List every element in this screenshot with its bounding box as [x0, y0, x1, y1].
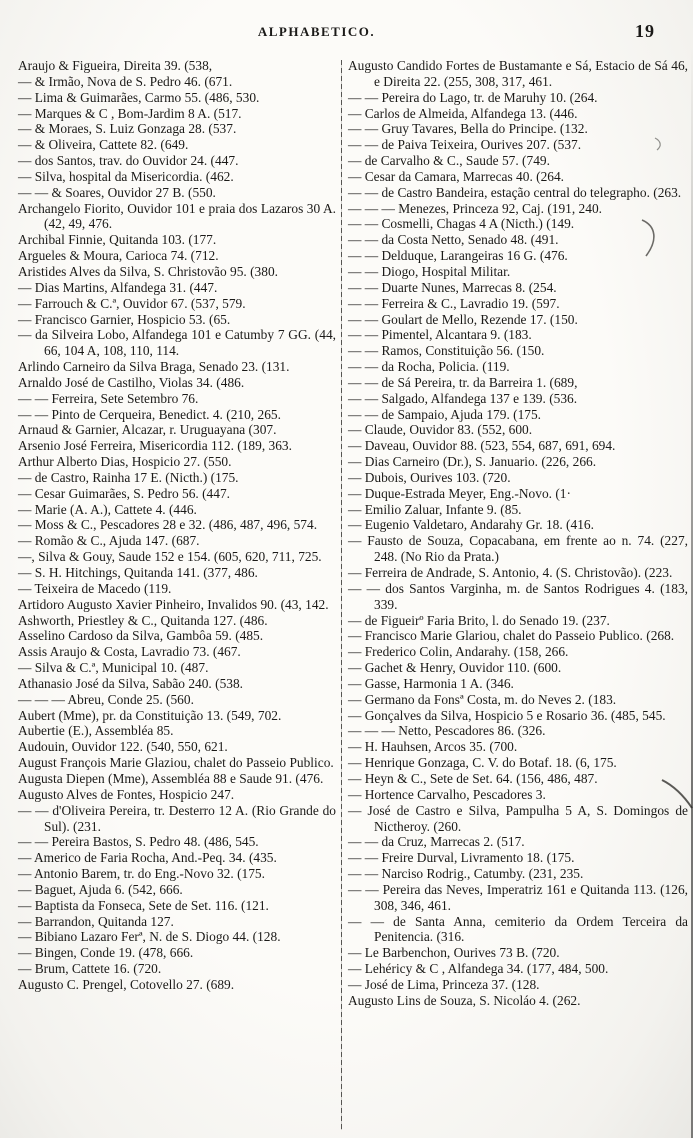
- directory-entry: — — Diogo, Hospital Militar.: [348, 263, 511, 279]
- directory-entry: — Dias Carneiro (Dr.), S. Januario. (226, 266.: [348, 454, 597, 470]
- directory-entry: — Hortence Carvalho, Pescadores 3.: [348, 786, 546, 802]
- directory-entry: — Baptista da Fonseca, Sete de Set. 116. (121.: [18, 897, 269, 913]
- directory-entry: — — Pimentel, Alcantara 9. (183.: [348, 327, 532, 343]
- directory-entry: — Bingen, Conde 19. (478, 666.: [18, 945, 194, 961]
- directory-entry: — Carlos de Almeida, Alfandega 13. (446.: [348, 105, 578, 121]
- page-header-title: ALPHABETICO.: [257, 24, 376, 39]
- directory-entry: — Ferreira de Andrade, S. Antonio, 4. (S. Christovão). (223.: [348, 565, 673, 580]
- directory-entry: — Romão & C., Ajuda 147. (687.: [18, 533, 200, 549]
- directory-entry: — Silva, hospital da Misericordia. (462.: [18, 168, 234, 184]
- directory-entry: Augusto Candido Fortes de Bustamante e Sá, Estacio de Sá 46, e Direita 22. (255, 308, 317, 461.: [348, 58, 688, 89]
- directory-entry: Arnaldo José de Castilho, Violas 34. (486.: [18, 374, 245, 390]
- directory-entry: Asselino Cardoso da Silva, Gambôa 59. (485.: [18, 628, 264, 644]
- directory-entry: — Gasse, Harmonia 1 A. (346.: [348, 675, 514, 691]
- directory-entry: Ashworth, Priestley & C., Quitanda 127. (486.: [18, 612, 268, 628]
- directory-entry: — — Delduque, Larangeiras 16 G. (476.: [348, 248, 568, 264]
- directory-entry: Arlindo Carneiro da Silva Braga, Senado 23. (131.: [18, 359, 290, 375]
- directory-entry: — Gonçalves da Silva, Hospicio 5 e Rosario 36. (485, 545.: [348, 707, 666, 723]
- directory-entry: — — de Sá Pereira, tr. da Barreira 1. (689,: [348, 374, 578, 390]
- directory-entry: — S. H. Hitchings, Quitanda 141. (377, 486.: [18, 565, 258, 580]
- directory-entry: — — — Menezes, Princeza 92, Caj. (191, 240.: [348, 200, 602, 216]
- directory-entry: — da Silveira Lobo, Alfandega 101 e Catumby 7 GG. (44, 66, 104 A, 108, 110, 114.: [18, 327, 336, 359]
- directory-entry: — — Pinto de Cerqueira, Benedict. 4. (210, 265.: [18, 406, 281, 422]
- directory-entry: — — da Cruz, Marrecas 2. (517.: [348, 834, 525, 850]
- directory-entry: August François Marie Glaziou, chalet do Passeio Publico.: [18, 755, 334, 771]
- directory-entry: — Francisco Marie Glariou, chalet do Passeio Publico. (268.: [348, 628, 675, 644]
- directory-entry: — — Goulart de Mello, Rezende 17. (150.: [348, 311, 578, 327]
- directory-entry: — Francisco Garnier, Hospicio 53. (65.: [18, 311, 231, 327]
- directory-columns: [18, 58, 688, 1130]
- directory-entry: — Americo de Faria Rocha, And.-Peq. 34. (435.: [18, 850, 277, 866]
- directory-entry: — Dias Martins, Alfandega 31. (447.: [18, 279, 218, 295]
- directory-entry: Artidoro Augusto Xavier Pinheiro, Invalidos 90. (43, 142.: [18, 596, 329, 612]
- directory-entry: — Barrandon, Quitanda 127.: [18, 913, 174, 929]
- directory-entry: — — Pereira do Lago, tr. de Maruhy 10. (264.: [348, 89, 598, 105]
- directory-entry: — de Carvalho & C., Saude 57. (749.: [348, 153, 550, 169]
- right-column: [342, 58, 688, 1130]
- directory-entry: — — de Paiva Teixeira, Ourives 207. (537.: [348, 137, 582, 153]
- directory-entry: — — Salgado, Alfandega 137 e 139. (536.: [348, 390, 578, 406]
- directory-entry: — Daveau, Ouvidor 88. (523, 554, 687, 691, 694.: [348, 438, 616, 454]
- directory-entry: Arnaud & Garnier, Alcazar, r. Uruguayana (307.: [18, 422, 277, 438]
- directory-entry: — Cesar da Camara, Marrecas 40. (264.: [348, 168, 565, 184]
- directory-entry: — José de Castro e Silva, Pampulha 5 A, S. Domingos de Nictheroy. (260.: [348, 802, 688, 834]
- left-column: [18, 58, 341, 1130]
- directory-entry: — — Ferreira & C., Lavradio 19. (597.: [348, 295, 560, 311]
- directory-entry: — Claude, Ouvidor 83. (552, 600.: [348, 422, 533, 438]
- directory-entry: — Dubois, Ourives 103. (720.: [348, 469, 511, 485]
- directory-entry: — Marques & C , Bom-Jardim 8 A. (517.: [18, 105, 242, 121]
- directory-entry: — — & Soares, Ouvidor 27 B. (550.: [18, 184, 216, 200]
- directory-entry: — Farrouch & C.ª, Ouvidor 67. (537, 579.: [18, 295, 246, 311]
- directory-entry: — — Pereira Bastos, S. Pedro 48. (486, 545.: [18, 834, 259, 850]
- directory-entry: — — Cosmelli, Chagas 4 A (Nicth.) (149.: [348, 216, 575, 232]
- directory-entry: Argueles & Moura, Carioca 74. (712.: [18, 248, 219, 264]
- directory-entry: — Marie (A. A.), Cattete 4. (446.: [18, 501, 197, 517]
- directory-entry: — Henrique Gonzaga, C. V. do Botaf. 18. (6, 175.: [348, 755, 617, 771]
- directory-entry: — — d'Oliveira Pereira, tr. Desterro 12 A. (Rio Grande do Sul). (231.: [18, 802, 336, 834]
- directory-entry: — Antonio Barem, tr. do Eng.-Novo 32. (175.: [18, 866, 265, 882]
- directory-entry: — José de Lima, Princeza 37. (128.: [348, 976, 540, 992]
- directory-entry: Arthur Alberto Dias, Hospicio 27. (550.: [18, 454, 232, 470]
- directory-entry: Arsenio José Ferreira, Misericordia 112. (189, 363.: [18, 438, 292, 454]
- directory-entry: Augusto Alves de Fontes, Hospicio 247.: [18, 786, 235, 802]
- directory-entry: — de Castro, Rainha 17 E. (Nicth.) (175.: [18, 469, 239, 485]
- directory-entry: — H. Hauhsen, Arcos 35. (700.: [348, 739, 518, 755]
- directory-entry: — — Ramos, Constituição 56. (150.: [348, 343, 545, 359]
- directory-entry: Assis Araujo & Costa, Lavradio 73. (467.: [18, 644, 241, 660]
- directory-entry: — — — Netto, Pescadores 86. (326.: [348, 723, 546, 739]
- directory-entry: Aristides Alves da Silva, S. Christovão 95. (380.: [18, 263, 278, 279]
- directory-entry: — Gachet & Henry, Ouvidor 110. (600.: [348, 660, 562, 676]
- directory-entry: Augusto Lins de Souza, S. Nicoláo 4. (262.: [348, 992, 581, 1008]
- directory-entry: Aubert (Mme), pr. da Constituição 13. (549, 702.: [18, 707, 282, 723]
- directory-entry: — — de Castro Bandeira, estação central do telegrapho. (263.: [348, 184, 682, 200]
- directory-entry: — Germano da Fonsª Costa, m. do Neves 2. (183.: [348, 691, 617, 707]
- directory-entry: — Lehéricy & C , Alfandega 34. (177, 484, 500.: [348, 961, 609, 977]
- directory-entry: — dos Santos, trav. do Ouvidor 24. (447.: [18, 153, 239, 169]
- directory-entry: — — Ferreira, Sete Setembro 76.: [18, 390, 199, 406]
- directory-entry: — Silva & C.ª, Municipal 10. (487.: [18, 660, 209, 676]
- directory-entry: — Bibiano Lazaro Ferª, N. de S. Diogo 44. (128.: [18, 929, 281, 945]
- directory-entry: — — Narciso Rodrig., Catumby. (231, 235.: [348, 866, 584, 882]
- directory-entry: — — Gruy Tavares, Bella do Principe. (132.: [348, 121, 588, 137]
- directory-entry: — Lima & Guimarães, Carmo 55. (486, 530.: [18, 89, 260, 105]
- page-number: 19: [635, 21, 655, 41]
- directory-entry: — Teixeira de Macedo (119.: [18, 580, 172, 596]
- directory-entry: —, Silva & Gouy, Saude 152 e 154. (605, 620, 711, 725.: [18, 549, 322, 565]
- directory-entry: — Brum, Cattete 16. (720.: [18, 961, 162, 977]
- directory-entry: — Heyn & C., Sete de Set. 64. (156, 486, 487.: [348, 770, 598, 786]
- directory-entry: — — dos Santos Varginha, m. de Santos Rodrigues 4. (183, 339.: [348, 580, 688, 612]
- directory-entry: — Le Barbenchon, Ourives 73 B. (720.: [348, 945, 560, 961]
- directory-entry: — de Figueirº Faria Brito, l. do Senado 19. (237.: [348, 612, 610, 628]
- directory-entry: — — da Rocha, Policia. (119.: [348, 359, 510, 375]
- directory-entry: — Cesar Guimarães, S. Pedro 56. (447.: [18, 485, 230, 501]
- page-header: [0, 21, 693, 50]
- directory-entry: — — da Costa Netto, Senado 48. (491.: [348, 232, 559, 248]
- directory-entry: — Moss & C., Pescadores 28 e 32. (486, 487, 496, 574.: [18, 517, 318, 533]
- directory-entry: — — Duarte Nunes, Marrecas 8. (254.: [348, 279, 557, 295]
- directory-entry: Audouin, Ouvidor 122. (540, 550, 621.: [18, 739, 228, 755]
- directory-entry: — — de Santa Anna, cemiterio da Ordem Terceira da Penitencia. (316.: [348, 913, 688, 945]
- directory-entry: — Baguet, Ajuda 6. (542, 666.: [18, 881, 183, 897]
- directory-entry: — Emilio Zaluar, Infante 9. (85.: [348, 501, 522, 517]
- directory-entry: — & Irmão, Nova de S. Pedro 46. (671.: [18, 73, 233, 89]
- directory-entry: — — — Abreu, Conde 25. (560.: [18, 691, 194, 707]
- directory-entry: — — Freire Durval, Livramento 18. (175.: [348, 850, 575, 866]
- directory-entry: — & Moraes, S. Luiz Gonzaga 28. (537.: [18, 121, 237, 137]
- directory-entry: — — de Sampaio, Ajuda 179. (175.: [348, 406, 542, 422]
- directory-entry: Augusta Diepen (Mme), Assembléa 88 e Saude 91. (476.: [18, 770, 324, 786]
- directory-entry: — Duque-Estrada Meyer, Eng.-Novo. (1·: [348, 485, 571, 501]
- directory-entry: — Eugenio Valdetaro, Andarahy Gr. 18. (416.: [348, 517, 594, 533]
- directory-entry: Archibal Finnie, Quitanda 103. (177.: [18, 232, 217, 248]
- directory-entry: — Fausto de Souza, Copacabana, em frente ao n. 74. (227, 248. (No Rio da Prata.): [348, 533, 688, 565]
- directory-entry: Araujo & Figueira, Direita 39. (538,: [18, 58, 213, 73]
- directory-entry: Augusto C. Prengel, Cotovello 27. (689.: [18, 976, 235, 992]
- directory-entry: — & Oliveira, Cattete 82. (649.: [18, 137, 189, 153]
- directory-entry: — — Pereira das Neves, Imperatriz 161 e Quitanda 113. (126, 308, 346, 461.: [348, 881, 688, 913]
- directory-entry: Athanasio José da Silva, Sabão 240. (538.: [18, 675, 244, 691]
- directory-entry: Archangelo Fiorito, Ouvidor 101 e praia dos Lazaros 30 A. (42, 49, 476.: [18, 200, 336, 232]
- directory-entry: Aubertie (E.), Assembléa 85.: [18, 723, 174, 739]
- directory-entry: — Frederico Colin, Andarahy. (158, 266.: [348, 644, 569, 660]
